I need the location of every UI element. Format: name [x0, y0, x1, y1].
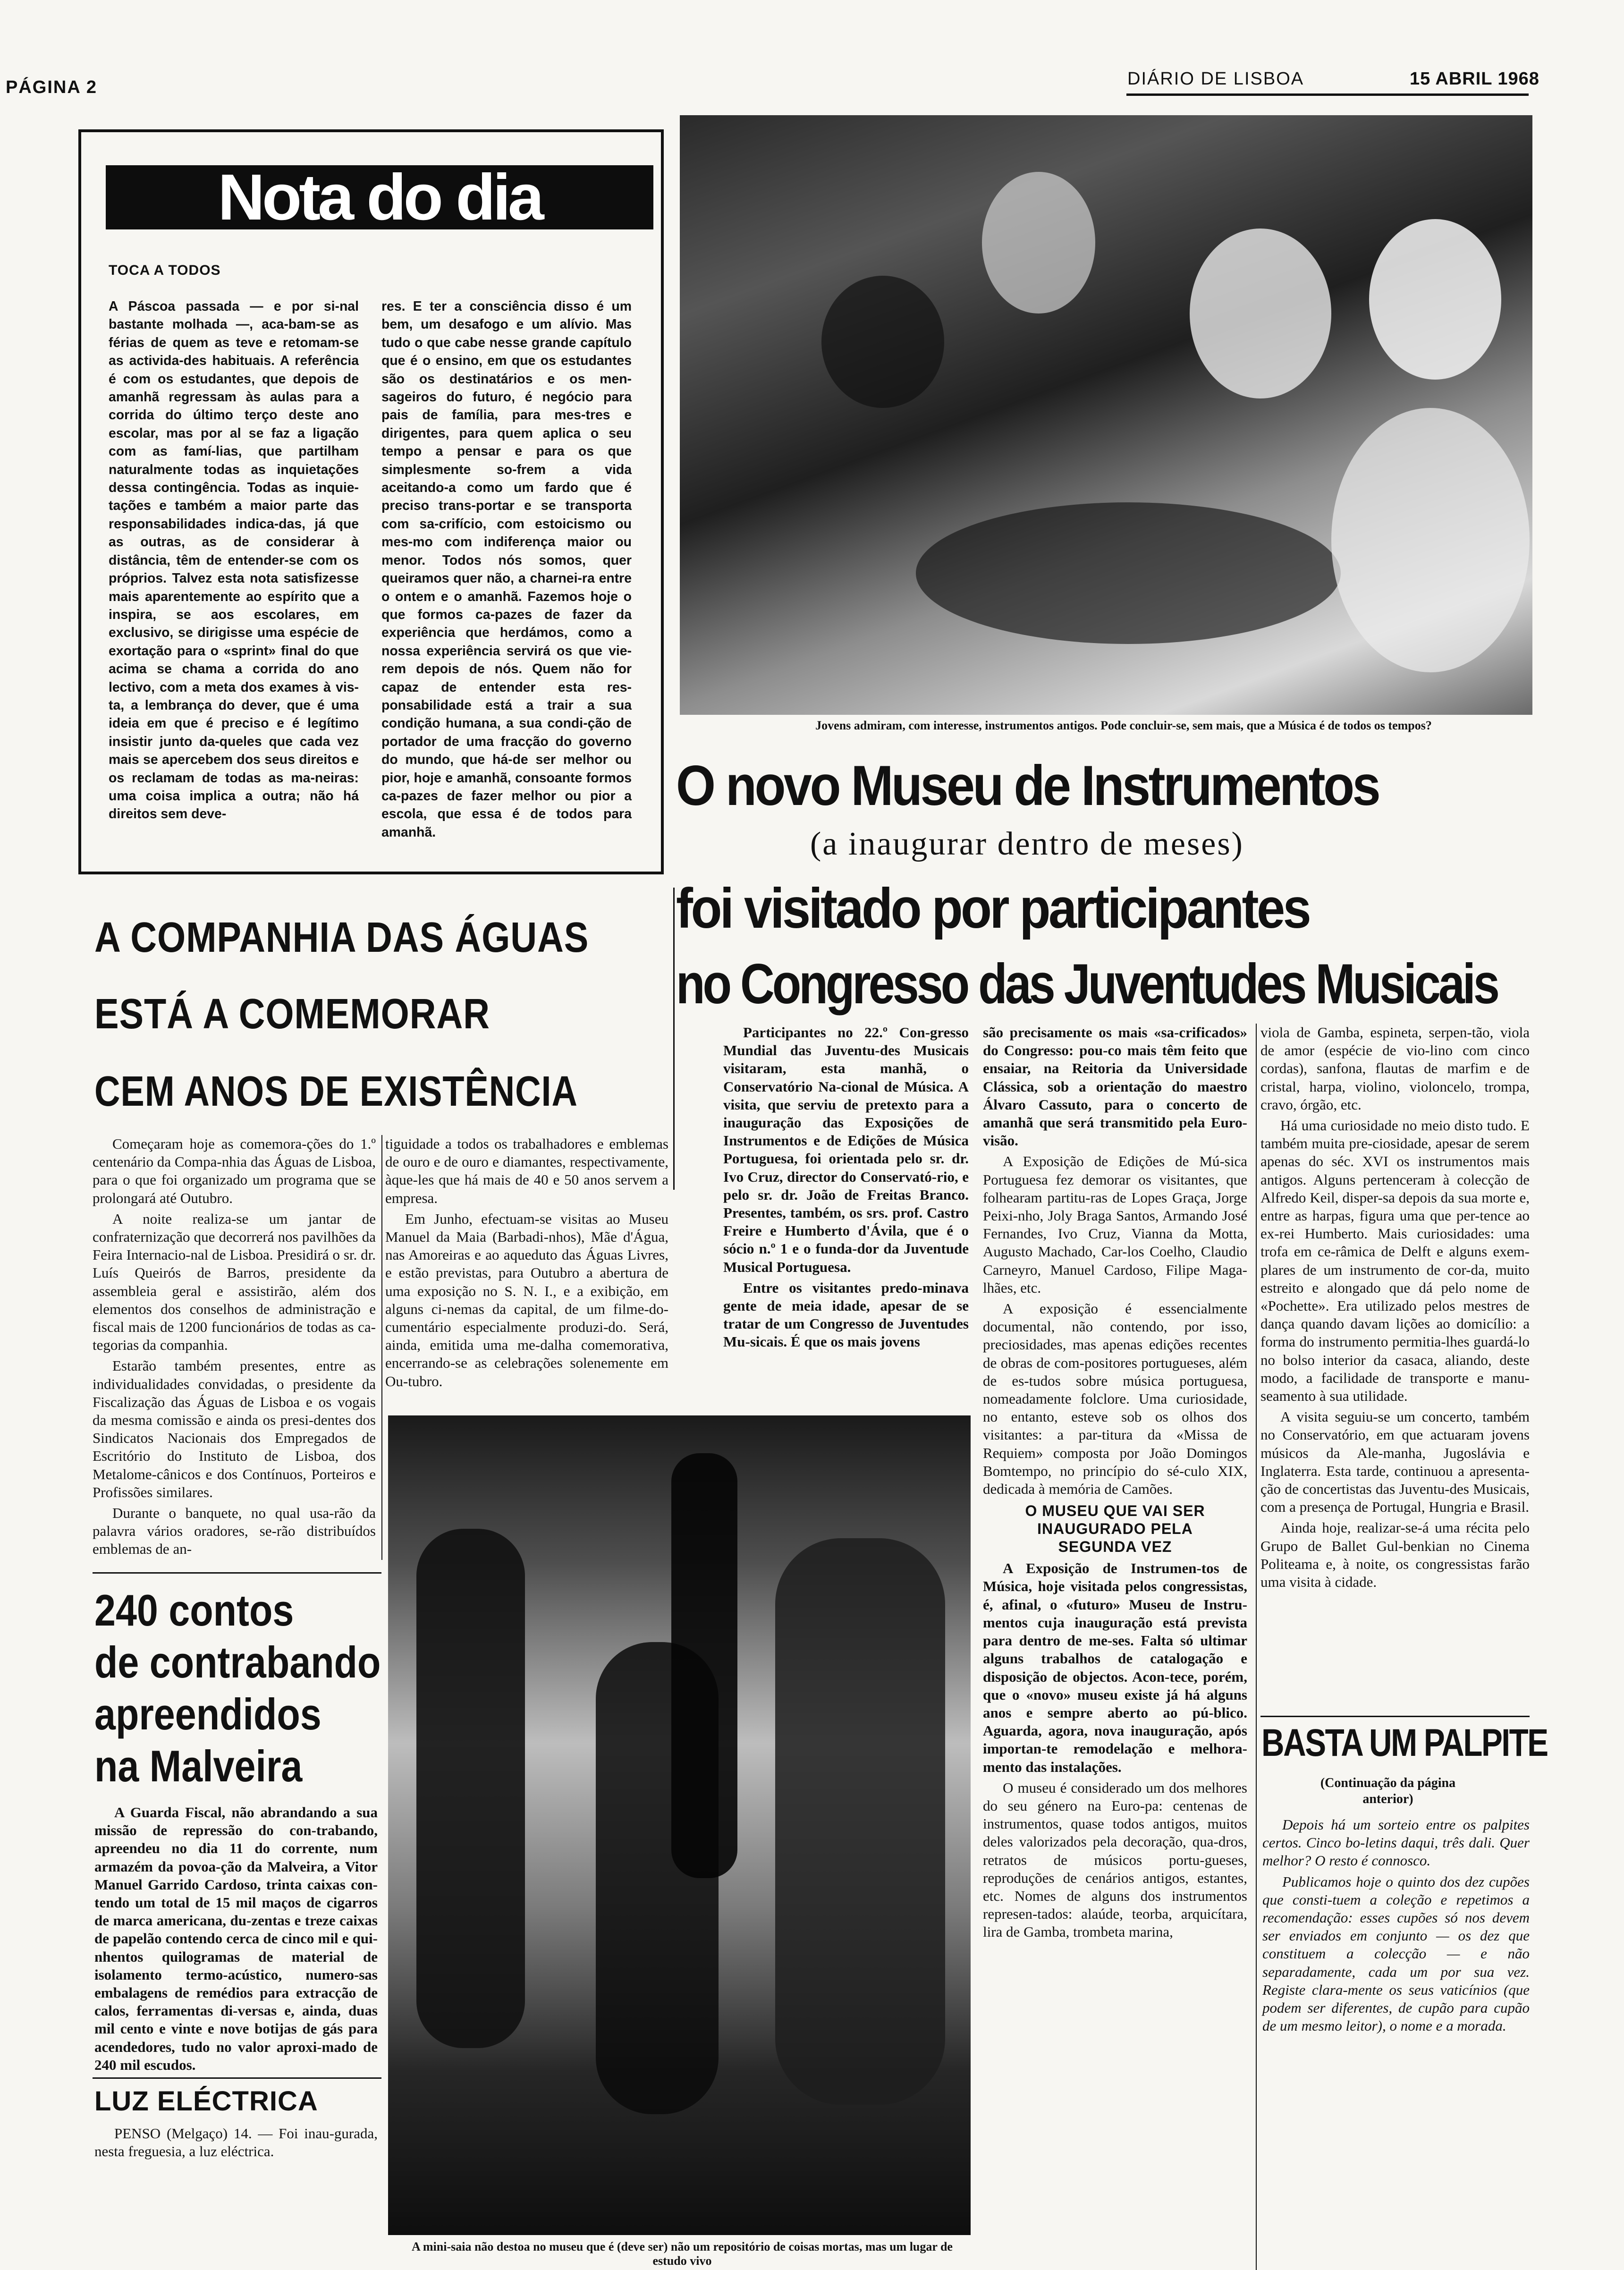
- museu-col2-p3: A exposição é essencialmente documental, não contendo, por isso, preciosidades, mas apenas edições recentes de obras de com-positores portugueses, além de es-tudos sobre música portuguesa, nomeadamente folclore. Uma curiosidade, no entanto, esteve sob os olhos dos visitantes: a par-titura da «Missa de Requiem» composta por João Domingos Bomtempo, no princípio do sé-culo XIX, dedicada à memória de Camões.: [983, 1300, 1247, 1498]
- aguas-col1-p2: A noite realiza-se um jantar de confraternização que decorrerá nos pavilhões da Feira Internacio-nal de Lisboa. Presidirá o sr. dr. Luís Queirós de Barros, presidente da assembleia geral e assistirão, além dos elementos dos conselhos de administração e fiscal mais de 1200 funcionários de todas as ca-tegorias da companhia.: [93, 1210, 376, 1354]
- aguas-col1: [93, 1135, 376, 1561]
- photo1-caption: Jovens admiram, com interesse, instrumentos antigos. Pode concluir-se, sem mais, que a Música é de todos os tempos?: [815, 719, 1432, 732]
- museu-col2-p1: são precisamente os mais «sa-crificados» do Congresso: pou-co mais têm feito que ensaiar, na Reitoria da Universidade Clássica, sob a orientação do maestro Álvaro Cassuto, para o concerto de amanhã que será transmitido pela Euro-visão.: [983, 1024, 1247, 1149]
- aguas-col1-p1: Começaram hoje as comemora-ções do 1.º centenário da Compa-nhia das Águas de Lisboa, para o que foi organizado um programa que se prolongará até Outubro.: [93, 1135, 376, 1206]
- museu-subhead: O MUSEU QUE VAI SER INAUGURADO PELA SEGUNDA VEZ: [1025, 1502, 1205, 1556]
- palpite-headline: BASTA UM PALPITE: [1261, 1721, 1548, 1764]
- nota-banner: [106, 161, 653, 234]
- aguas-headline-3: CEM ANOS DE EXISTÊNCIA: [94, 1068, 578, 1115]
- aguas-col1-p4: Durante o banquete, no qual usa-rão da palavra vários oradores, se-rão distribuídos emblemas de an-: [93, 1505, 376, 1558]
- contrabando-body-p: A Guarda Fiscal, não abrandando a sua missão de repressão do con-trabando, apreendeu no dia 11 do corrente, num armazém da povoa-ção da Malveira, a Vitor Manuel Garrido Cardoso, trinta caixas con-tendo um total de 15 mil maços de cigarros de marca americana, du-zentas e treze caixas de papelão contendo cerca de cinco mil e qui-nhentos quilogramas de material de isolamento termo-acústico, numero-sas embalagens de remédios para extracção de calos, ferramentas di-versas e, ainda, duas mil cento e vinte e nove botijas de gás para acendedores, tudo no valor aproxi-mado de 240 mil escudos.: [94, 1804, 378, 2073]
- photo2-caption: A mini-saia não destoa no museu que é (deve ser) não um repositório de coisas mortas, mas um lugar de estudo vivo: [412, 2240, 953, 2268]
- museu-col1-p2: Entre os visitantes predo-minava gente de meia idade, apesar de se tratar de um Congresso de Juventudes Mu-sicais. É que os mais jovens: [723, 1279, 969, 1350]
- palpite-continuation: (Continuação da página anterior): [1320, 1776, 1456, 1806]
- aguas-headline-2: ESTÁ A COMEMORAR: [94, 991, 490, 1038]
- masthead-rule: [1126, 93, 1529, 96]
- nota-col2: res. E ter a consciência disso é um bem, um desafogo e um alívio. Mas tudo o que cabe nesse grande capítulo que é o ensino, em que os estudantes são os destinatários e os men-sageiros do futuro, é negócio para pais de família, para mes-tres e dirigentes, para quem aplica o seu tempo a pensar e para os que simplesmente so-frem a vida aceitando-a como um fardo que é preciso trans-portar e se transporta com sa-crifício, com estoicismo ou mes-mo com indiferença maior ou menor. Todos nós somos, quer queiramos quer não, a charnei-ra entre o ontem e o amanhã. Fazemos hoje o que formos ca-pazes de fazer da experiência que herdámos, como a nossa experiência servirá os que vie-rem depois de nós. Quem não for capaz de entender esta res-ponsabilidade está a trair a sua condição humana, a sua condi-ção de portador de uma fracção do governo do mundo, que há-de ser melhor ou pior, hoje e amanhã, consoante formos ca-pazes de fazer melhor ou pior a escola, que essa é de todos para amanhã.: [381, 299, 632, 840]
- photo-mini-skirt-museum: [388, 1415, 971, 2235]
- contrabando-headline-1: 240 contos: [94, 1585, 294, 1635]
- museu-headline-2: foi visitado por participantes: [676, 877, 1310, 940]
- nota-banner-text: Nota do dia: [218, 161, 541, 234]
- aguas-col2: [385, 1135, 668, 1393]
- contrabando-headline-3: apreendidos: [94, 1689, 321, 1739]
- aguas-col2-p1: tiguidade a todos os trabalhadores e emblemas de ouro e de ouro e diamantes, respectivamente, àque-les que há mais de 40 e 50 anos servem a empresa.: [385, 1135, 668, 1206]
- museu-col2b-p2: O museu é considerado um dos melhores do seu género na Euro-pa: centenas de instrumentos, quase todos antigos, muitos deles valorizados pela decoração, qua-dros, retratos de músicos portu-gueses, reproduções de cenários antigos, estantes, etc. Nomes de alguns dos instrumentos represen-tados: alaúde, teorba, arquicítara, lira de Gamba, trombeta marina,: [983, 1779, 1247, 1940]
- museu-col2-p2: A Exposição de Edições de Mú-sica Portuguesa fez demorar os visitantes, que folhearam partitu-ras de Lopes Graça, Jorge Peixi-nho, Joly Braga Santos, Armando José Fernandes, Ivo Cruz, Vianna da Motta, Augusto Machado, Car-los Coelho, Claudio Carneyro, Manuel Cardoso, Filipe Maga-lhães, etc.: [983, 1153, 1247, 1296]
- museu-col1: [723, 1024, 969, 1354]
- museu-headline-1: O novo Museu de Instrumentos: [676, 754, 1379, 817]
- contrabando-headline: [94, 1584, 381, 1792]
- issue-date: 15 ABRIL 1968: [1410, 69, 1539, 89]
- luz-body: [94, 2125, 378, 2163]
- photo-young-visitants: [680, 115, 1532, 715]
- museu-col3-p4: Ainda hoje, realizar-se-á uma récita pelo Grupo de Ballet Gul-benkian no Cinema Politeama e, à noite, os congressistas farão uma visita à cidade.: [1260, 1519, 1530, 1591]
- palpite-body: [1262, 1816, 1530, 2038]
- paper-name: DIÁRIO DE LISBOA: [1127, 69, 1304, 89]
- aguas-col2-p2: Em Junho, efectuam-se visitas ao Museu Manuel da Maia (Barbadi-nhos), Mãe d'Água, nas Amoreiras e ao aqueduto das Águas Livres, e estão previstas, para Outubro a abertura de uma exposição no S. N. I., e a exibição, em alguns ci-nemas da capital, de um filme-do-cumentário especialmente produzi-do. Será, ainda, emitida uma me-dalha comemorativa, encerrando-se as celebrações solenemente em Ou-tubro.: [385, 1210, 668, 1389]
- museu-headline-3: no Congresso das Juventudes Musicais: [676, 952, 1497, 1016]
- contrabando-headline-4: na Malveira: [94, 1741, 303, 1791]
- museu-col1-p1: Participantes no 22.º Con-gresso Mundial das Juventu-des Musicais visitaram, esta manhã, o Conservatório Na-cional de Música. A visita, que serviu de pretexto para a inauguração das Exposições de Instrumentos e de Edições de Música Portuguesa, foi orientada pelo sr. dr. Ivo Cruz, director do Conservató-rio, e pelo sr. dr. João de Freitas Branco. Presentes, também, os srs. prof. Castro Freire e Humberto d'Ávila, que é o sócio n.º 1 e o funda-dor da Juventude Musical Portuguesa.: [723, 1024, 969, 1275]
- nota-box: [78, 129, 664, 874]
- museu-subheadline: (a inaugurar dentro de meses): [810, 826, 1244, 862]
- museu-col3-p2: Há uma curiosidade no meio disto tudo. E também muita pre-ciosidade, apesar de serem apenas do séc. XVI os instrumentos mais antigos. Alguns pertenceram à colecção de Alfredo Keil, disper-sa depois da sua morte e, entre as harpas, figura uma que per-tence ao ex-rei Humberto. Mais curiosidades: uma trofa em ce-râmica de Delft e alguns exem-plares de um instrumento de cor-da, muito estreito e alongado que dá pelo nome de «Pochette». Era utilizado pelos mestres de dança quando davam lições ao domicílio: a forma do instrumento permitia-lhes guardá-lo no bolso interior da casaca, aliando, deste modo, a facilidade de transporte e manu-seamento à sua utilidade.: [1260, 1117, 1530, 1405]
- palpite-body-p2: Publicamos hoje o quinto dos dez cupões que consti-tuem a coleção e repetimos a recomendação: esses cupões só nos devem ser enviados em conjunto — os dez que constituem a colecção — e não separadamente, cada um por sua vez. Registe clara-mente os seus vaticínios (que podem ser diferentes, de cupão para cupão de um mesmo leitor), o nome e a morada.: [1262, 1873, 1530, 2034]
- museu-col2b-p1: A Exposição de Instrumen-tos de Música, hoje visitada pelos congressistas, é, afinal, o «futuro» Museu de Instru-mentos cuja inauguração está prevista para dentro de me-ses. Falta só ultimar alguns trabalhos de catalogação e disposição de objectos. Acon-tece, porém, que o «novo» museu existe já há alguns anos e sempre aberto ao pú-blico. Aguarda, agora, nova inauguração, após importan-te remodelação e melhora-mento das instalações.: [983, 1560, 1247, 1775]
- aguas-col1-p3: Estarão também presentes, entre as individualidades convidadas, o presidente da Fiscalização das Águas de Lisboa e os vogais da mesma comissão e ainda os presi-dentes dos Sindicatos Nacionais dos Empregados de Escritório do Instituto de Lisboa, dos Metalome-cânicos e dos Contínuos, Porteiros e Profissões similares.: [93, 1357, 376, 1500]
- contrabando-headline-2: de contrabando: [94, 1637, 381, 1687]
- nota-col1: A Páscoa passada — e por si-nal bastante molhada —, aca-bam-se as férias de quem as teve e retomam-se as activida-des habituais. A referência é com os estudantes, que depois de amanhã regressam às aulas para a corrida do último terço deste ano escolar, mas por al se faz a ligação com as famí-lias, que partilham naturalmente todas as inquietações dessa contingência. Todas as inquie-tações e também a maior parte das responsabilidades indica-das, já que as outras, as de considerar à distância, têm de entender-se com os próprios. Talvez esta nota satisfizesse mais aparentemente ao espírito que a inspira, se aos escolares, em exclusivo, se dirigisse uma espécie de exortação para o «sprint» final do que acima se chama a corrida do ano lectivo, com a meta dos exames à vis-ta, a lembrança do dever, que é uma ideia em que é preciso e é legítimo insistir junto da-queles que cada vez mais se apercebem dos seus direitos e os reclamam de todas as ma-neiras: uma coisa implica a outra; não há direitos sem deve-: [109, 299, 359, 822]
- luz-headline: LUZ ELÉCTRICA: [94, 2086, 318, 2117]
- nota-kicker: TOCA A TODOS: [109, 263, 221, 278]
- museu-col3-p1: viola de Gamba, espineta, serpen-tão, viola de amor (espécie de vio-lino com cinco cordas), sanfona, flautas de marfim e de cristal, harpa, violino, violoncelo, trompa, cravo, órgão, etc.: [1260, 1024, 1530, 1113]
- luz-body-p: PENSO (Melgaço) 14. — Foi inau-gurada, nesta freguesia, a luz eléctrica.: [94, 2125, 378, 2160]
- page-label: PÁGINA 2: [6, 77, 98, 97]
- palpite-body-p1: Depois há um sorteio entre os palpites certos. Cinco bo-letins daqui, três dali. Quer melhor? O resto é connosco.: [1262, 1816, 1530, 1869]
- aguas-headline-1: A COMPANHIA DAS ÁGUAS: [94, 914, 589, 961]
- museu-col3: [1260, 1024, 1530, 1594]
- contrabando-body: [94, 1804, 378, 2077]
- museu-col2: [983, 1024, 1247, 1944]
- museu-col3-p3: A visita seguiu-se um concerto, também no Conservatório, em que actuaram jovens músicos da Ale-manha, Jugoslávia e Inglaterra. Esta tarde, continuou a apresenta-ção de concertistas das Juventu-des Musicais, com a presença de Portugal, Hungria e Brasil.: [1260, 1408, 1530, 1516]
